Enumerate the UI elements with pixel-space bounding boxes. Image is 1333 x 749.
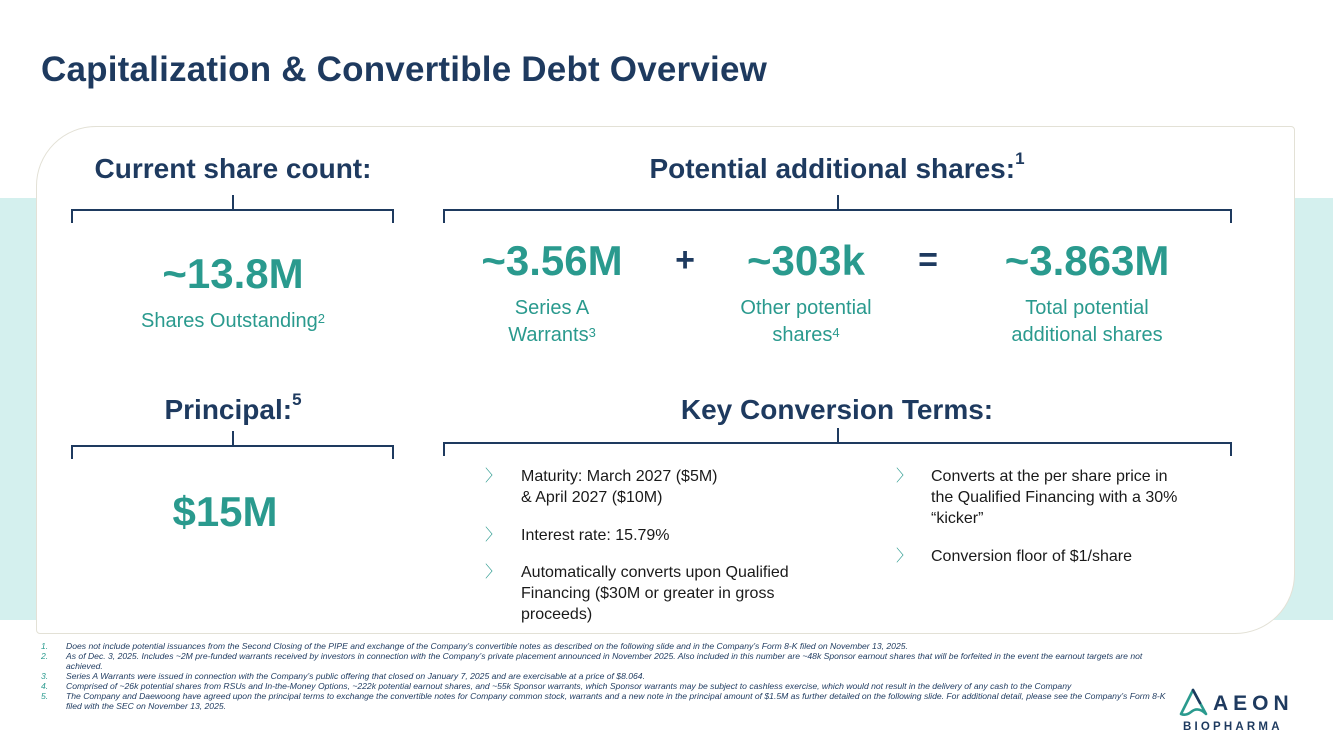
key-terms-heading-text: Key Conversion Terms:: [680, 394, 994, 425]
series-a-warrants-value: ~3.56M: [481, 237, 623, 284]
total-potential-line1: Total potential: [1025, 297, 1149, 319]
shares-outstanding-value: ~13.8M: [162, 250, 304, 297]
bullet-chevron-icon: 〉: [896, 468, 913, 485]
footnote-4: [41, 681, 1171, 691]
term-conversion-price: [931, 466, 1241, 529]
key-terms-heading: [443, 394, 1231, 426]
footnote-number: 1.: [41, 641, 49, 651]
bullet-chevron-icon: 〉: [485, 468, 502, 485]
total-potential-value: ~3.863M: [1004, 237, 1170, 284]
page-title: Capitalization & Convertible Debt Overview: [41, 50, 768, 89]
potential-shares-heading: [443, 149, 1231, 185]
principal-heading-sup: 5: [292, 390, 302, 409]
logo-wordmark: AEON: [1213, 692, 1294, 715]
potential-shares-heading-text: Potential additional shares:: [649, 153, 1016, 184]
footnote-number: 5.: [41, 691, 49, 701]
footnotes: [41, 641, 1171, 711]
potential-shares-bracket: [443, 209, 1232, 223]
principal-value: $15M: [172, 488, 278, 535]
plus-operator: +: [675, 241, 695, 279]
footnote-1: [41, 641, 1171, 651]
series-a-sup: 3: [588, 325, 596, 340]
term-maturity-text: Maturity: March 2027 ($5M) & April 2027 ($10M): [521, 468, 718, 506]
total-potential-line2: additional shares: [1011, 324, 1163, 346]
other-potential-value: ~303k: [747, 237, 865, 284]
total-potential-label: [967, 295, 1207, 349]
footnote-2: [41, 651, 1171, 671]
footnote-number: 2.: [41, 651, 49, 661]
term-auto-convert: [521, 562, 871, 625]
principal-bracket: [71, 445, 394, 459]
current-share-bracket: [71, 209, 394, 223]
shares-outstanding-sup: 2: [317, 311, 325, 326]
key-terms-bracket: [443, 442, 1232, 456]
footnote-text: Comprised of ~26k potential shares from RSUs and In-the-Money Options, ~222k potential earnout shares, and ~55k Sponsor warrants, which Sponsor warrants may be subject to cashless exercise, which would not result in the delivery of any cash to the Company: [66, 681, 1072, 691]
bullet-chevron-icon: 〉: [896, 548, 913, 565]
series-a-line1: Series A: [514, 297, 590, 319]
other-potential-sup: 4: [832, 325, 840, 340]
principal-heading: [72, 390, 394, 426]
footnote-number: 3.: [41, 671, 49, 681]
other-potential-label: [706, 295, 906, 349]
other-potential-line2: shares: [772, 324, 833, 346]
footnote-text: The Company and Daewoong have agreed upon the principal terms to exchange the convertible notes for Company common stock, warrants and a new note in the principal amount of $1.5M as further detailed on the following slide. For additional detail, please see the Company’s Form 8-K filed with the SEC on November 13, 2025.: [66, 691, 1166, 711]
term-interest-rate-text: Interest rate: 15.79%: [521, 527, 670, 544]
term-maturity: [521, 466, 871, 508]
term-conversion-price-text: Converts at the per share price in the Qualified Financing with a 30% “kicker”: [931, 468, 1178, 527]
term-conversion-floor: [931, 546, 1241, 567]
other-potential-line1: Other potential: [740, 297, 872, 319]
term-interest-rate: [521, 525, 871, 546]
current-share-heading-text: Current share count:: [94, 153, 372, 184]
footnote-3: [41, 671, 1171, 681]
shares-outstanding-text: Shares Outstanding: [140, 310, 318, 332]
current-share-heading: [72, 153, 394, 185]
series-a-warrants-label: [452, 295, 652, 349]
equals-operator: =: [918, 241, 938, 279]
footnote-5: [41, 691, 1171, 711]
logo-subtitle: BIOPHARMA: [1183, 721, 1283, 733]
footnote-text: As of Dec. 3, 2025. Includes ~2M pre-funded warrants received by investors in connection with the Company’s private placement announced in November 2025. Also included in this number are ~48k Sponsor earnout shares that will be forfeited in the event the earnout targets are not achieved.: [66, 651, 1143, 671]
shares-outstanding-label: [72, 308, 394, 335]
term-auto-convert-text: Automatically converts upon Qualified Financing ($30M or greater in gross proceeds): [521, 564, 789, 623]
potential-shares-heading-sup: 1: [1015, 149, 1025, 168]
bullet-chevron-icon: 〉: [485, 564, 502, 581]
term-conversion-floor-text: Conversion floor of $1/share: [931, 548, 1132, 565]
bullet-chevron-icon: 〉: [485, 527, 502, 544]
footnote-text: Does not include potential issuances from the Second Closing of the PIPE and exchange of the Company’s convertible notes as described on the following slide and in the Company’s Form 8-K filed on November 13, 2025.: [66, 641, 908, 651]
series-a-line2: Warrants: [508, 324, 589, 346]
footnote-number: 4.: [41, 681, 49, 691]
principal-heading-text: Principal:: [164, 394, 293, 425]
footnote-text: Series A Warrants were issued in connection with the Company’s public offering that closed on January 7, 2025 and are exercisable at a price of $8.064.: [66, 671, 645, 681]
